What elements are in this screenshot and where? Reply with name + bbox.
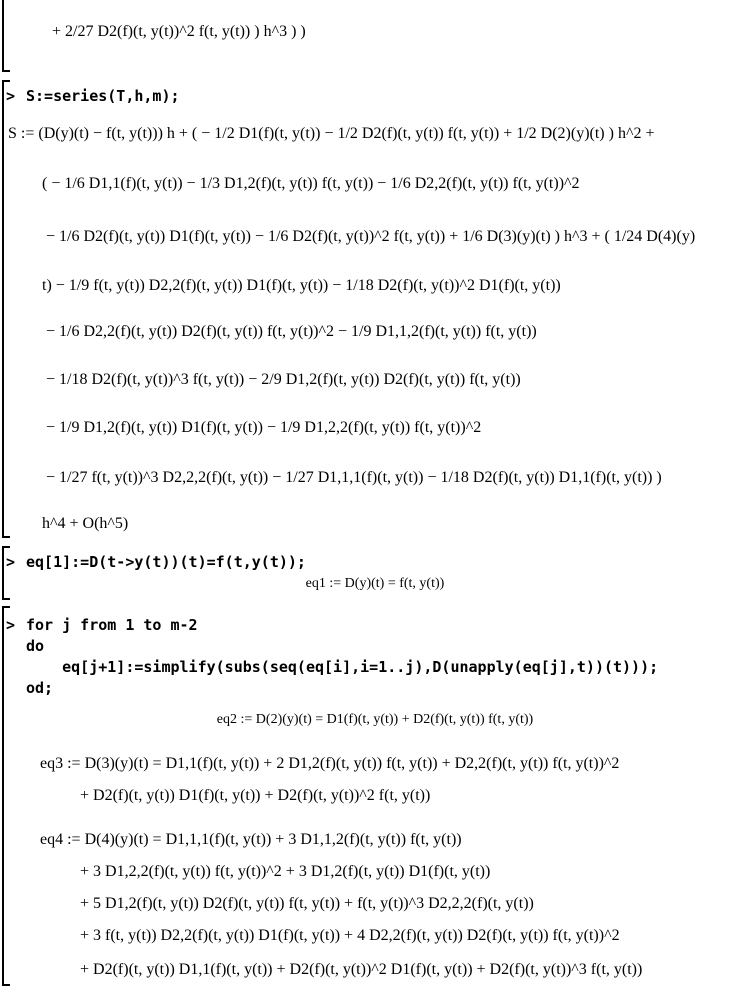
- output-line: eq3 := D(3)(y)(t) = D1,1(f)(t, y(t)) + 2 D1,2(f)(t, y(t)) f(t, y(t)) + D2,2(f)(t, y(t)) f(t, y(t))^2: [40, 755, 620, 772]
- output-line: + D2(f)(t, y(t)) D1,1(f)(t, y(t)) + D2(f)(t, y(t))^2 D1(f)(t, y(t)) + D2(f)(t, y(t))^3 f(t, y(t)): [80, 961, 643, 978]
- output-line: + 3 D1,2,2(f)(t, y(t)) f(t, y(t))^2 + 3 D1,2(f)(t, y(t)) D1(f)(t, y(t)): [80, 863, 491, 880]
- command-input[interactable]: S:=series(T,h,m);: [26, 87, 180, 105]
- output-line: − 1/9 D1,2(f)(t, y(t)) D1(f)(t, y(t)) − 1/9 D1,2,2(f)(t, y(t)) f(t, y(t))^2: [46, 419, 482, 436]
- output-line: − 1/6 D2,2(f)(t, y(t)) D2(f)(t, y(t)) f(t, y(t))^2 − 1/9 D1,1,2(f)(t, y(t)) f(t, y(t)): [46, 323, 537, 340]
- execution-group-bracket[interactable]: [2, 80, 4, 538]
- input-prompt: >: [6, 87, 16, 105]
- input-prompt: >: [6, 616, 16, 634]
- output-line: + D2(f)(t, y(t)) D1(f)(t, y(t)) + D2(f)(t, y(t))^2 f(t, y(t)): [80, 787, 431, 804]
- command-input[interactable]: eq[1]:=D(t->y(t))(t)=f(t,y(t));: [26, 553, 306, 571]
- output-line: eq4 := D(4)(y)(t) = D1,1,1(f)(t, y(t)) + 3 D1,1,2(f)(t, y(t)) f(t, y(t)): [40, 831, 462, 848]
- command-input[interactable]: od;: [26, 679, 54, 697]
- output-line: eq1 := D(y)(t) = f(t, y(t)): [305, 576, 445, 591]
- input-prompt: >: [6, 553, 16, 571]
- command-input[interactable]: do: [26, 637, 45, 655]
- output-line: − 1/6 D2(f)(t, y(t)) D1(f)(t, y(t)) − 1/6 D2(f)(t, y(t))^2 f(t, y(t)) + 1/6 D(3)(y)(t) ) h^3 + ( 1/24 D(4)(y): [46, 228, 696, 245]
- execution-group-bracket[interactable]: [2, 0, 4, 72]
- execution-group-bracket[interactable]: [2, 606, 4, 986]
- output-line: eq2 := D(2)(y)(t) = D1(f)(t, y(t)) + D2(f)(t, y(t)) f(t, y(t)): [216, 712, 534, 727]
- output-line: − 1/27 f(t, y(t))^3 D2,2,2(f)(t, y(t)) − 1/27 D1,1,1(f)(t, y(t)) − 1/18 D2(f)(t, y(t)) D1,1(f)(t, y(t)) ): [46, 469, 662, 486]
- output-line: − 1/18 D2(f)(t, y(t))^3 f(t, y(t)) − 2/9 D1,2(f)(t, y(t)) D2(f)(t, y(t)) f(t, y(t)): [46, 371, 521, 388]
- output-line: ( − 1/6 D1,1(f)(t, y(t)) − 1/3 D1,2(f)(t, y(t)) f(t, y(t)) − 1/6 D2,2(f)(t, y(t)) f(t, y(t))^2: [42, 175, 580, 192]
- output-line: + 2/27 D2(f)(t, y(t))^2 f(t, y(t)) ) h^3 ) ): [52, 23, 306, 40]
- output-line: S := (D(y)(t) − f(t, y(t))) h + ( − 1/2 D1(f)(t, y(t)) − 1/2 D2(f)(t, y(t)) f(t, y(t)) + 1/2 D(2)(y)(t) ) h^2 +: [8, 125, 655, 142]
- output-line: + 5 D1,2(f)(t, y(t)) D2(f)(t, y(t)) f(t, y(t)) + f(t, y(t))^3 D2,2,2(f)(t, y(t)): [80, 895, 534, 912]
- output-line: h^4 + O(h^5): [42, 515, 129, 532]
- command-input[interactable]: for j from 1 to m-2: [26, 616, 198, 634]
- output-line: + 3 f(t, y(t)) D2,2(f)(t, y(t)) D1(f)(t, y(t)) + 4 D2,2(f)(t, y(t)) D2(f)(t, y(t)) f(t, y(t))^2: [80, 927, 620, 944]
- command-input[interactable]: eq[j+1]:=simplify(subs(seq(eq[i],i=1..j),D(unapply(eq[j],t))(t)));: [26, 658, 659, 676]
- output-line: t) − 1/9 f(t, y(t)) D2,2(f)(t, y(t)) D1(f)(t, y(t)) − 1/18 D2(f)(t, y(t))^2 D1(f)(t, y(t)): [42, 277, 561, 294]
